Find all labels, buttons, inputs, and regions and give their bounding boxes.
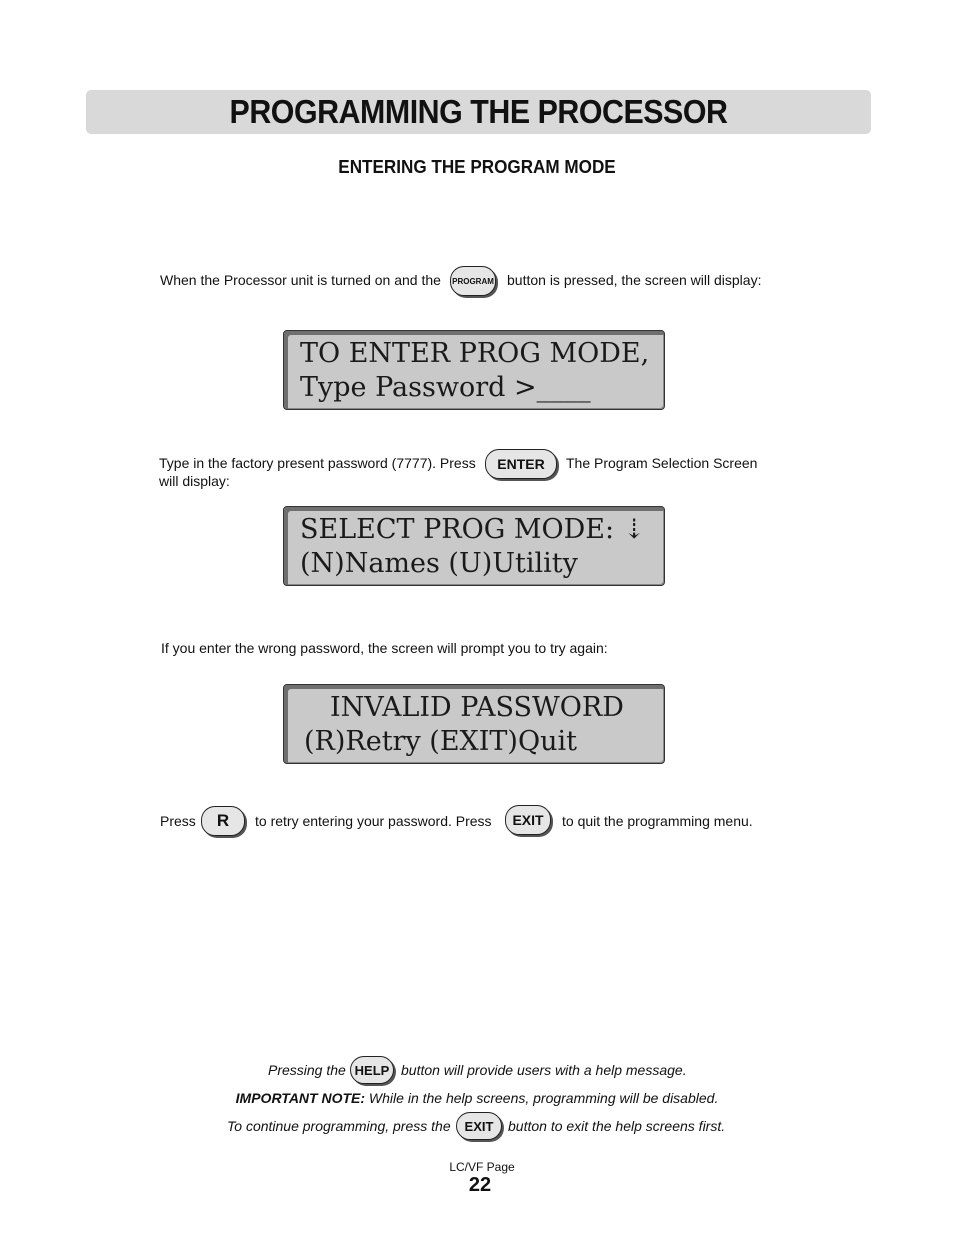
page-title: PROGRAMMING THE PROCESSOR (229, 93, 728, 130)
note-line1-before: Pressing the (268, 1062, 346, 1078)
note-line3-after: button to exit the help screens first. (508, 1118, 726, 1134)
help-button: HELP (350, 1056, 394, 1084)
lcd-line-2: (N)Names (U)Utility (300, 548, 578, 579)
note-line3-before: To continue programming, press the (227, 1118, 451, 1134)
lcd-screen-select-mode (283, 506, 665, 586)
important-text: While in the help screens, programming will be disabled. (365, 1090, 719, 1106)
step1-text-before: When the Processor unit is turned on and the (160, 272, 441, 288)
lcd-line-2: (R)Retry (EXIT)Quit (304, 726, 577, 757)
lcd-screen-enter-password (283, 330, 665, 410)
note-line1-after: button will provide users with a help message. (401, 1062, 687, 1078)
program-button: PROGRAM (450, 266, 496, 296)
step4-end-text: to quit the programming menu. (562, 813, 753, 829)
important-note (0, 1089, 954, 1107)
step1-text-after: button is pressed, the screen will display: (507, 272, 762, 288)
step3-text: If you enter the wrong password, the screen will prompt you to try again: (161, 640, 608, 656)
exit-button: EXIT (505, 805, 551, 835)
page-number: 22 (468, 1174, 492, 1196)
lcd-line-1: INVALID PASSWORD (330, 692, 624, 723)
step2-text-line2: will display: (159, 473, 230, 489)
enter-button: ENTER (485, 449, 557, 479)
down-arrow-icon: ⇣ (622, 514, 646, 545)
important-label: IMPORTANT NOTE: (235, 1090, 366, 1106)
lcd-screen-invalid-password (283, 684, 665, 764)
exit-help-button: EXIT (456, 1112, 502, 1140)
step4-middle-text: to retry entering your password. Press (255, 813, 492, 829)
footer-label: LC/VF Page (449, 1160, 515, 1174)
section-subtitle: ENTERING THE PROGRAM MODE (338, 157, 616, 177)
lcd-line-1 (300, 513, 645, 547)
lcd-line-2: Type Password >____ (300, 372, 591, 403)
step2-text-after: The Program Selection Screen (566, 455, 758, 471)
step4-press-text: Press (160, 813, 196, 829)
r-button: R (201, 806, 245, 836)
lcd-line-1: TO ENTER PROG MODE, (300, 338, 650, 369)
title-bar (86, 90, 871, 134)
lcd-line-1-text: SELECT PROG MODE: (300, 514, 623, 545)
step2-text-before: Type in the factory present password (7777). Press (159, 455, 476, 471)
